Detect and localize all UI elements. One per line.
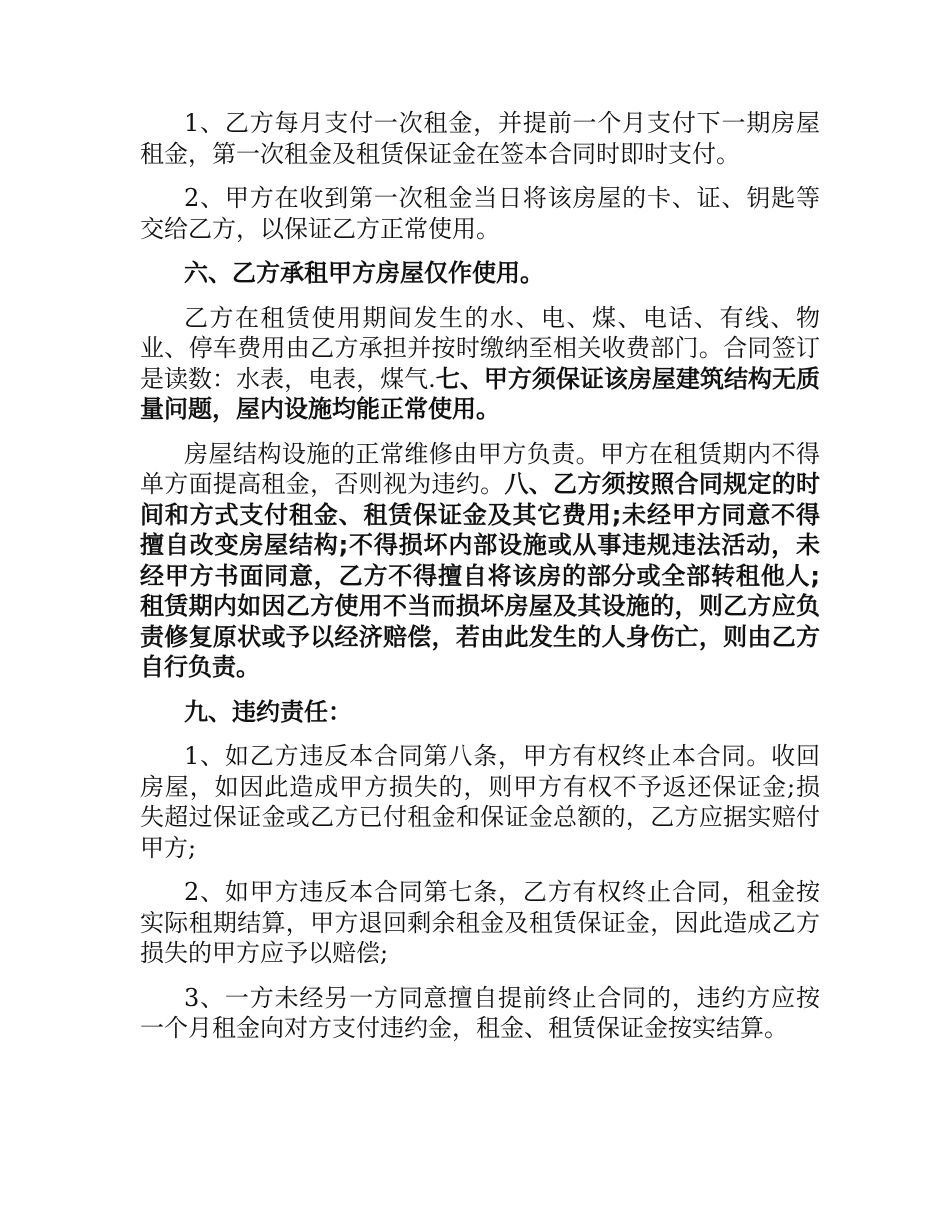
breach-clause-1: 1、如乙方违反本合同第八条，甲方有权终止本合同。收回房屋，如因此造成甲方损失的，则甲方有权不予返还保证金;损失超过保证金或乙方已付租金和保证金总额的，乙方应据实赔付甲方; bbox=[140, 742, 820, 862]
maintenance-text: 房屋结构设施的正常维修由甲方负责。甲方在租赁期内不得单方面提高租金，否则视为违约。 bbox=[140, 439, 820, 498]
payment-clause-1: 1、乙方每月支付一次租金，并提前一个月支付下一期房屋租金，第一次租金及租赁保证金在签本合同时即时支付。 bbox=[140, 109, 820, 168]
section-8-heading: 八、乙方须按照合同规定的时间和方式支付租金、租赁保证金及其它费用;未经甲方同意不得擅自改变房屋结构;不得损坏内部设施或从事违规违法活动，未经甲方书面同意，乙方不得擅自将该房的部分或全部转租他人;租赁期内如因乙方使用不当而损坏房屋及其设施的，则乙方应负责修复原状或予以经济赔偿，若由此发生的人身伤亡，则由乙方自行负责。 bbox=[140, 470, 821, 681]
document-page bbox=[140, 108, 820, 1058]
section-7-heading: 七、甲方须保证该房屋建筑结构无质量问题，屋内设施均能正常使用。 bbox=[140, 364, 821, 423]
utility-fees-paragraph bbox=[140, 303, 820, 425]
payment-clause-2: 2、甲方在收到第一次租金当日将该房屋的卡、证、钥匙等交给乙方，以保证乙方正常使用。 bbox=[140, 184, 820, 243]
maintenance-paragraph bbox=[140, 439, 820, 683]
breach-clause-3: 3、一方未经另一方同意擅自提前终止合同的，违约方应按一个月租金向对方支付违约金，租金、租赁保证金按实结算。 bbox=[140, 983, 820, 1042]
utility-fees-text: 乙方在租赁使用期间发生的水、电、煤、电话、有线、物业、停车费用由乙方承担并按时缴纳至相关收费部门。合同签订是读数：水表，电表，煤气. bbox=[140, 303, 820, 393]
section-6-heading: 六、乙方承租甲方房屋仅作使用。 bbox=[184, 259, 544, 287]
section-9-heading: 九、违约责任： bbox=[184, 697, 352, 726]
breach-clause-2: 2、如甲方违反本合同第七条，乙方有权终止合同，租金按实际租期结算，甲方退回剩余租金及租赁保证金，因此造成乙方损失的甲方应予以赔偿; bbox=[140, 878, 820, 967]
